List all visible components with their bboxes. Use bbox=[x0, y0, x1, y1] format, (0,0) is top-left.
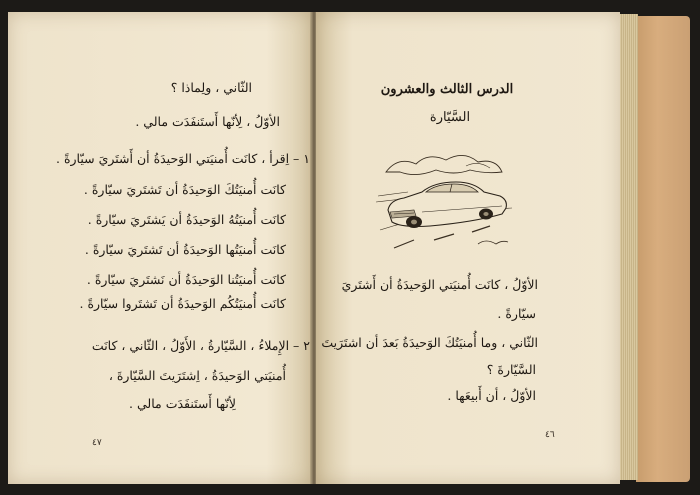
exercise-1-line-5: كانَت أُمنيَتُنا الوَحيدَةُ أن نَشتَريَ سيّارةً . bbox=[86, 272, 286, 287]
exercise-2-line-3: لِأنّها أَستَنفَدَت مالي . bbox=[129, 396, 236, 411]
exercise-2-heading: ٢ – الإِملاءُ ، السَّيّارةُ ، الأَوّلُ ، الثّاني ، كانَت bbox=[91, 338, 310, 353]
left-line-1: الثّاني ، ولِماذا ؟ bbox=[170, 80, 252, 95]
exercise-1-line-6: كانَت أُمنيَتُكُم الوَحيدَةُ أن تَشتَروا سيّارةً . bbox=[79, 296, 286, 311]
right-page-number: ٤٦ bbox=[545, 430, 555, 440]
lesson-subtitle: السَّيّارة bbox=[429, 110, 471, 125]
left-line-2: الأوّلُ ، لِأنّها أَستَنفَدَت مالي . bbox=[135, 114, 280, 129]
back-cover bbox=[636, 16, 690, 482]
dialogue-line-2: سيّارةً . bbox=[497, 306, 536, 321]
page-edges bbox=[618, 14, 638, 480]
dialogue-line-1: الأوّلُ ، كانَت أُمنيَتي الوَحيدَةُ أن أَشتَريَ bbox=[341, 277, 538, 292]
dialogue-line-3: الثّاني ، وما أُمنيَتُكَ الوَحيدَةُ بَعدَ أن اشتَرَيتَ bbox=[321, 335, 538, 350]
lesson-title: الدرس الثالث والعشرون bbox=[380, 82, 514, 97]
dialogue-line-4: السَّيّارةَ ؟ bbox=[486, 362, 536, 377]
exercise-1-heading: ١ – اِقرأ ، كانَت أُمنيَتي الوَحيدَةُ أن أَشتَريَ سيّارةً . bbox=[56, 151, 310, 166]
car-drawing-icon bbox=[374, 152, 516, 252]
exercise-1-line-4: كانَت أُمنيَتُها الوَحيدَةُ أن تَشتَريَ سيّارةً . bbox=[84, 242, 286, 257]
left-page-number: ٤٧ bbox=[92, 438, 102, 448]
dialogue-line-5: الأوّلُ ، أن أَبيعَها . bbox=[447, 388, 536, 403]
exercise-1-line-3: كانَت أُمنيَتُهُ الوَحيدَةُ أن يَشتَريَ سيّارةً . bbox=[87, 212, 286, 227]
exercise-2-line-2: أُمنيَتي الوَحيدَةُ ، اِشتَرَيتَ السَّيّارةَ ، bbox=[108, 368, 286, 383]
exercise-1-line-2: كانَت أُمنيَتُكَ الوَحيدَةُ أن تَشتَريَ سيّارةً . bbox=[83, 182, 286, 197]
